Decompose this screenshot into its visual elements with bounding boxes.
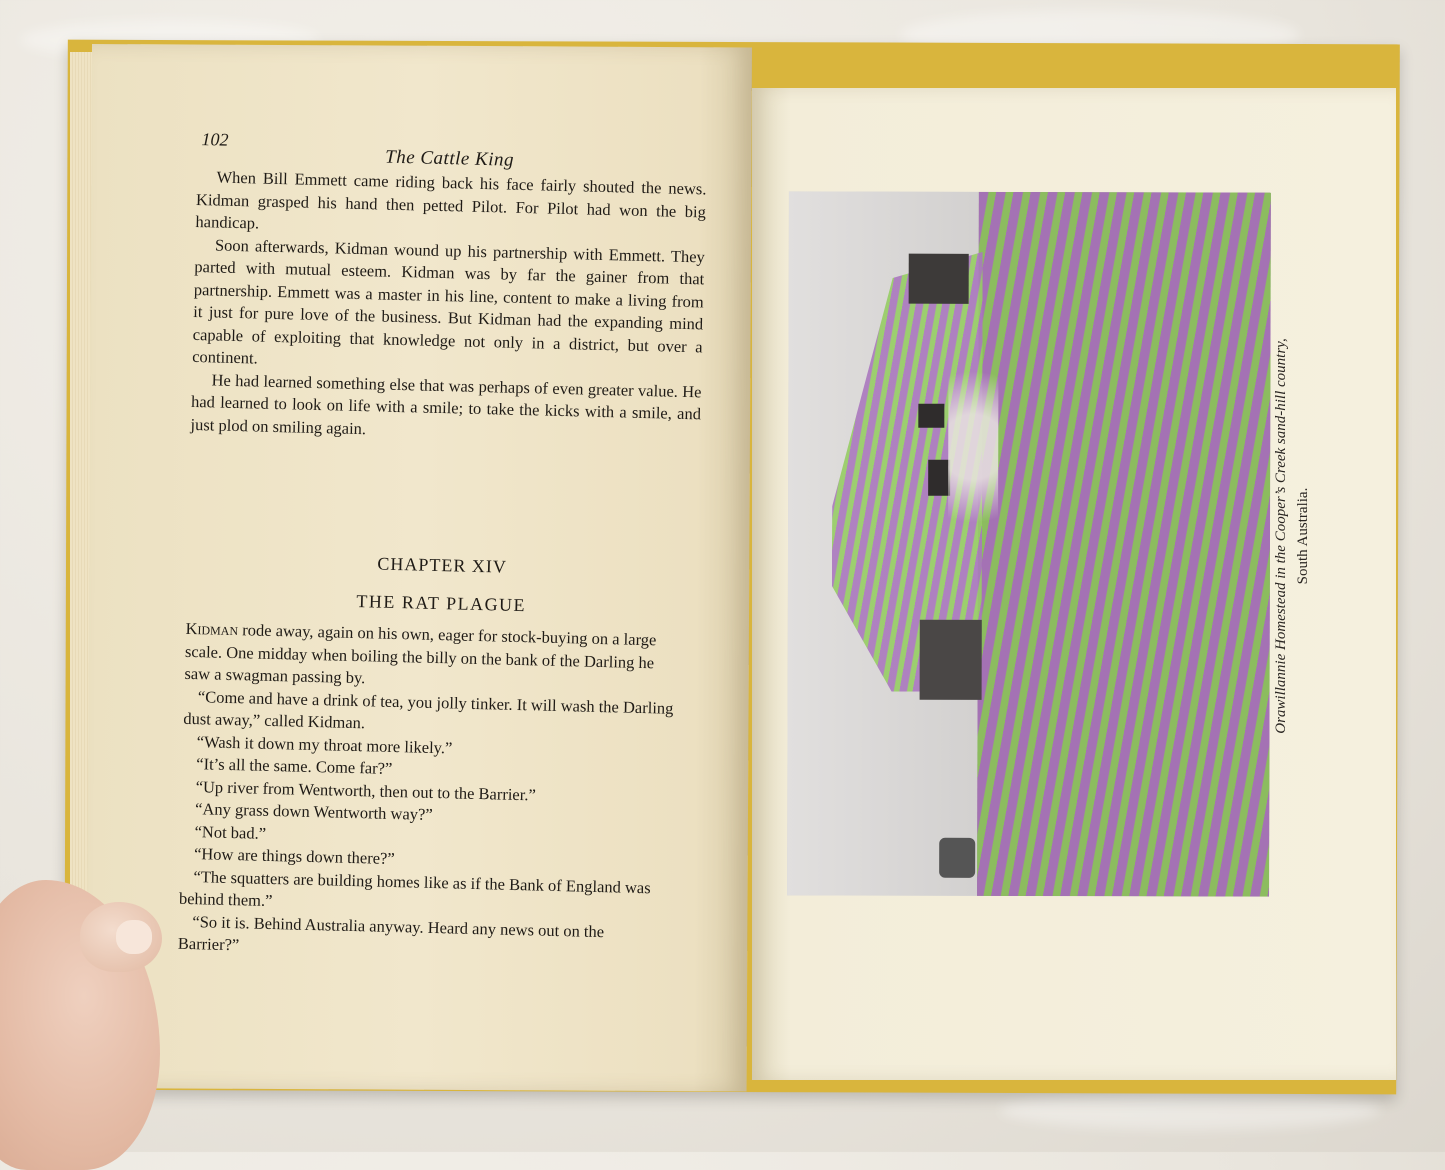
paragraph: He had learned something else that was perhaps of even greater value. He had learned to look on life with a smile; to take the kicks with a smile, and just plod on smiling again. <box>190 369 702 438</box>
caption-line-1: Orawillannie Homestead in the Cooper’s Creek sand-hill country, <box>1273 338 1289 734</box>
photo-sandhill-ground <box>977 192 1271 897</box>
photo-water-tank <box>909 254 969 304</box>
caption-line-2: South Australia. <box>1295 487 1311 585</box>
chapter-number: CHAPTER XIV <box>377 553 508 577</box>
paragraph: When Bill Emmett came riding back his face fairly shouted the news. Kidman grasped his hand then petted Pilot. For Pilot had won the big handicap. <box>195 167 707 233</box>
photo-flock <box>948 342 999 552</box>
dialogue-line: “The squatters are building homes like as if the Bank of England was behind them.” <box>178 866 651 911</box>
photo-window <box>918 404 944 428</box>
thumbnail-nail <box>116 920 152 954</box>
dialogue-line: “It’s all the same. Come far?” <box>196 754 393 778</box>
dialogue-line: “Come and have a drink of tea, you jolly tinker. It will wash the Darling dust away,” called Kidman. <box>183 686 674 733</box>
photo-caption <box>1270 276 1314 796</box>
photo-shed <box>920 620 982 700</box>
dialogue-line: “Wash it down my throat more likely.” <box>196 731 453 757</box>
chapter-title: THE RAT PLAGUE <box>356 591 527 616</box>
cloth-wrinkle <box>1000 1090 1380 1130</box>
dialogue-line: “Any grass down Wentworth way?” <box>194 799 433 824</box>
dialogue-line: “So it is. Behind Australia anyway. Heard any news out on the Barrier?” <box>177 911 605 955</box>
dialogue-line: “How are things down there?” <box>193 844 395 869</box>
page-number: 102 <box>201 129 229 150</box>
photo-doorway <box>928 460 950 496</box>
chapter-opening-paragraph <box>184 618 676 697</box>
body-paragraphs <box>190 166 706 448</box>
chapter-first-rest: rode away, again on his own, eager for stock-buying on a large scale. One midday when boiling the billy on the bank of the Darling he saw a swagman passing by. <box>184 620 657 688</box>
homestead-photo <box>787 191 1271 896</box>
dialogue-line: “Not bad.” <box>194 821 267 843</box>
dialogue-line: “Up river from Wentworth, then out to the Barrier.” <box>195 776 537 804</box>
chapter-first-word: Kidman <box>185 618 239 640</box>
photo-car <box>939 838 975 878</box>
chapter-body <box>178 618 676 967</box>
running-head: The Cattle King <box>384 146 515 171</box>
paragraph: Soon afterwards, Kidman wound up his partnership with Emmett. They parted with mutual esteem. Kidman was by far the gainer from that partnership. Emmett was a master in his line, content to make a living from it just for pure love of the business. But Kidman had the expanding mind capable of exploiting that knowledge not only in a district, but over a continent. <box>191 234 706 368</box>
